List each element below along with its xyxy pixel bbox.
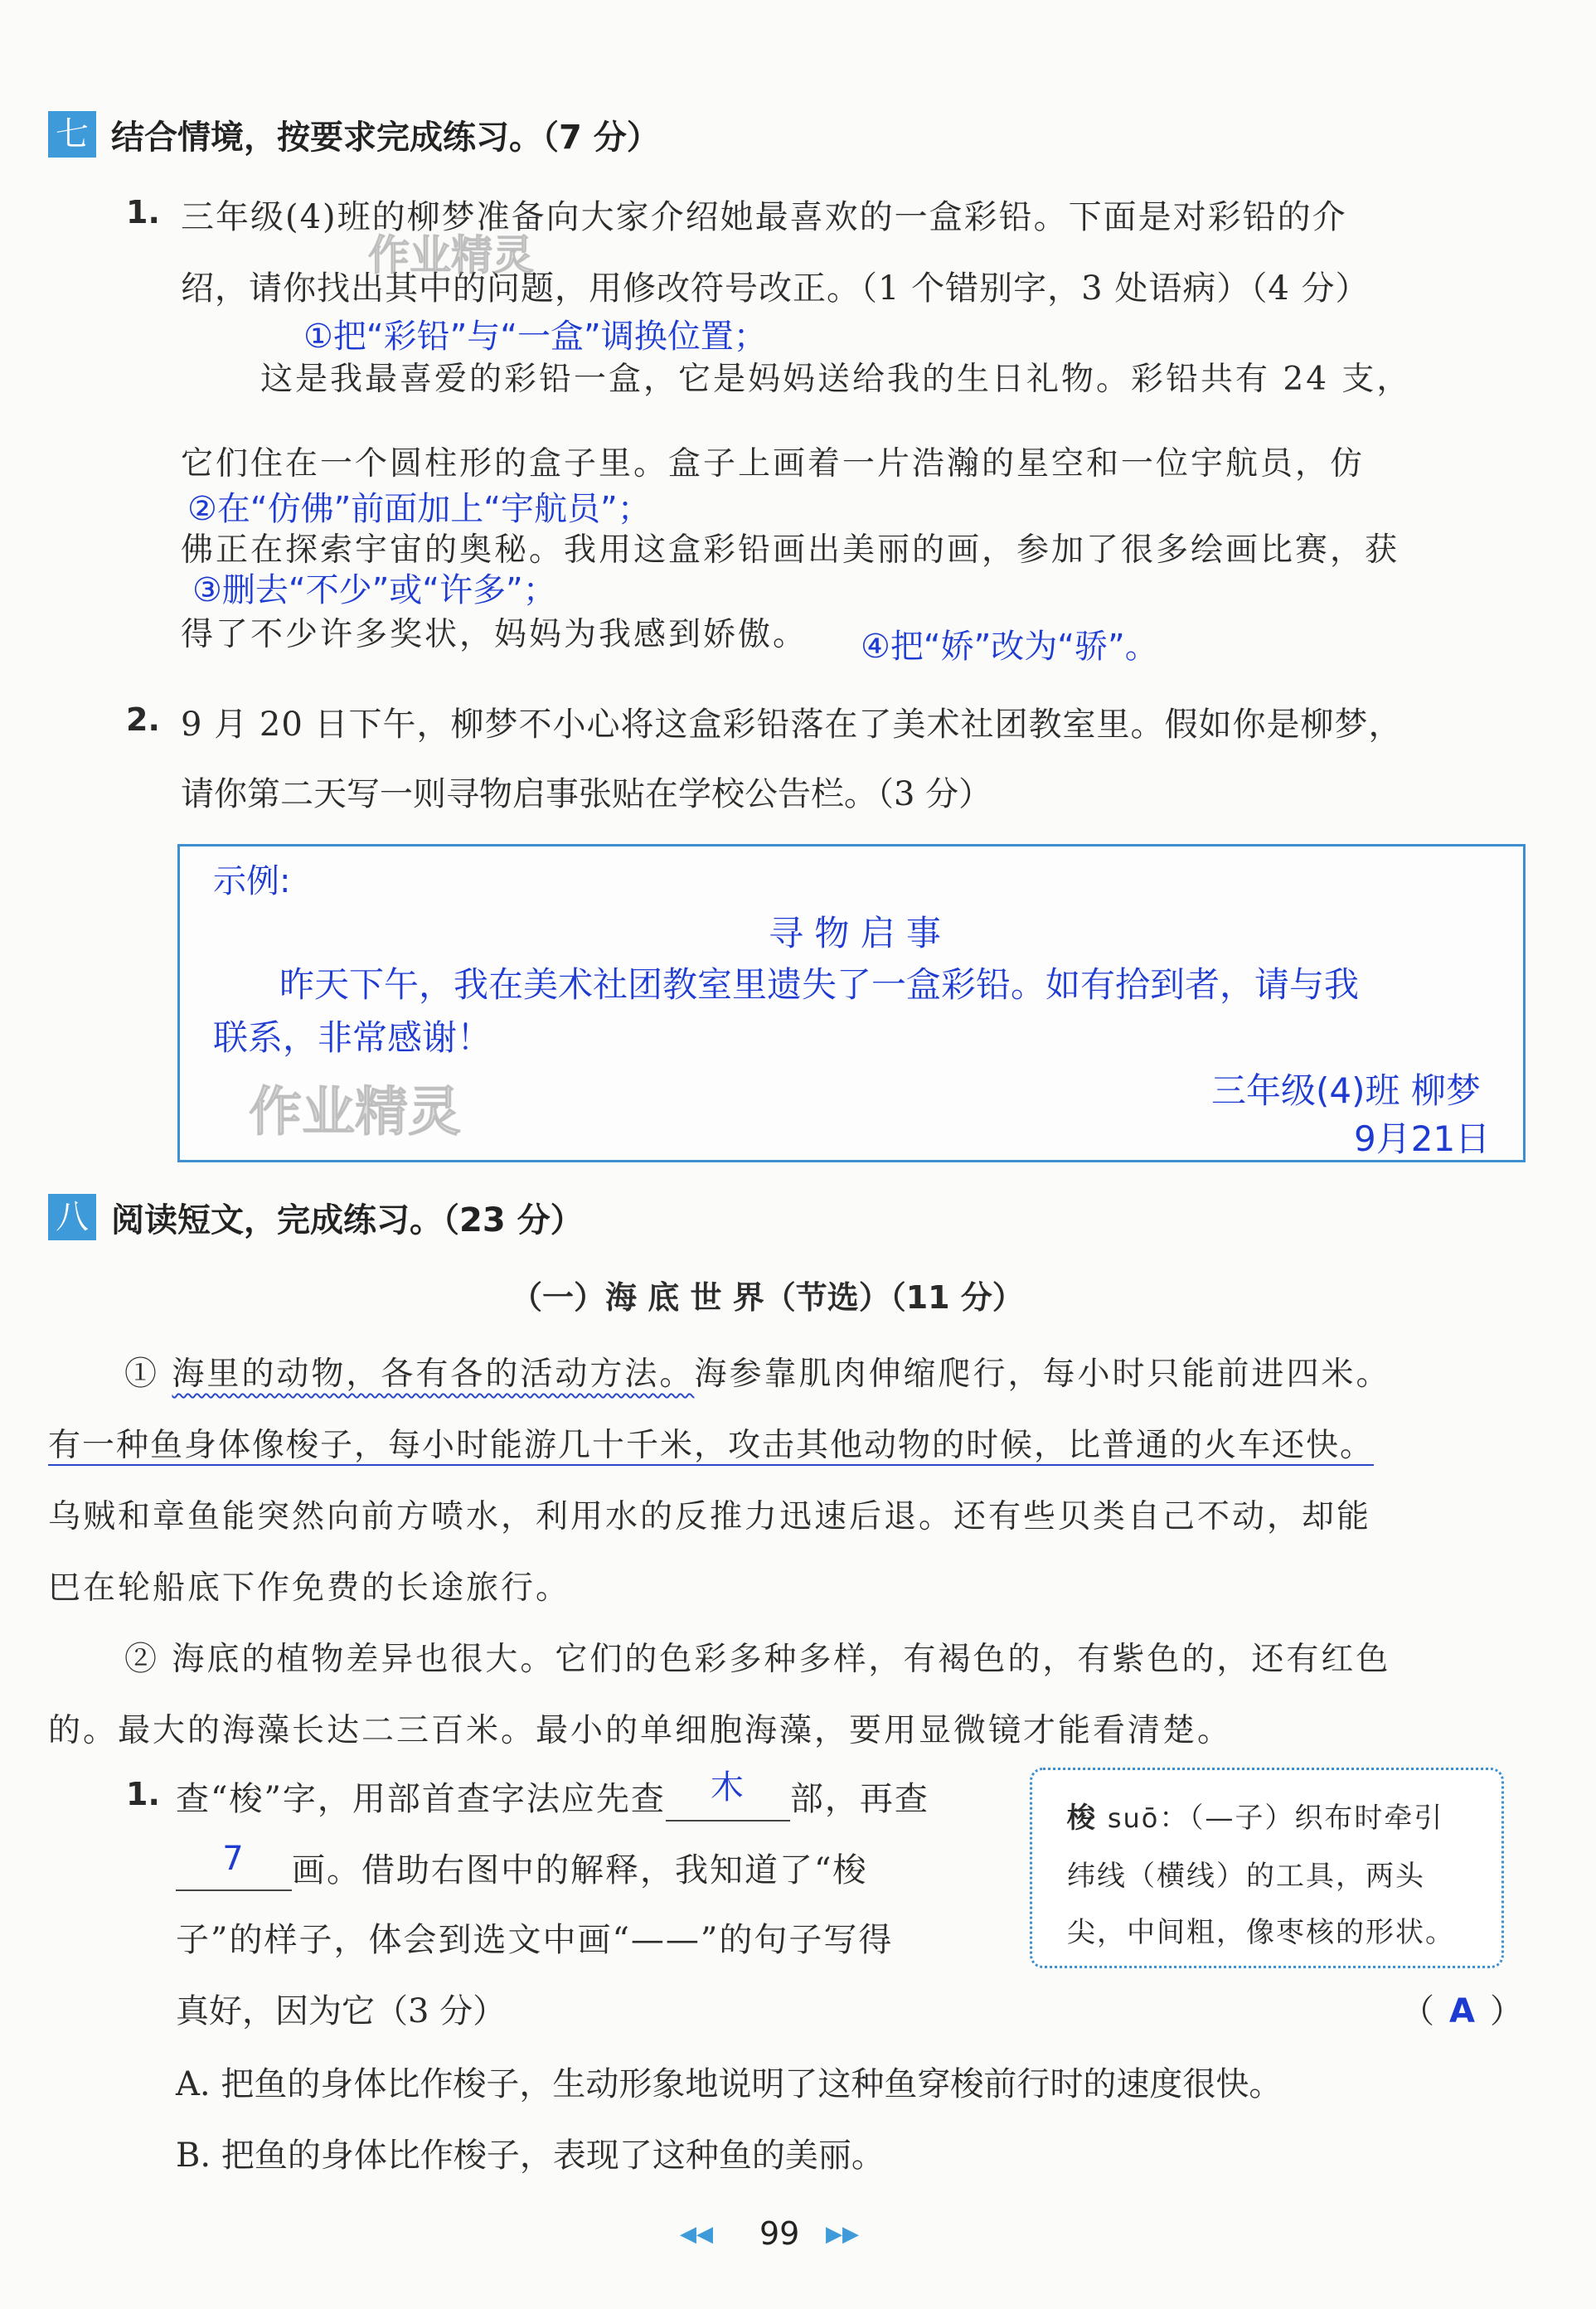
definition-line: 纬线（横线）的工具，两头 xyxy=(1067,1860,1425,1893)
notice-body: 联系，非常感谢！ xyxy=(213,1017,492,1058)
question-number: 1. xyxy=(126,194,160,230)
passage-line: 巴在轮船底下作免费的长途旅行。 xyxy=(48,1569,571,1607)
question-text: 绍，请你找出其中的问题，用修改符号改正。（1 个错别字，3 处语病）（4 分） xyxy=(181,269,1370,308)
passage-line: ② 海底的植物差异也很大。它们的色彩多种多样，有褐色的，有紫色的，还有红色 xyxy=(124,1641,1391,1678)
choice-option-b: B. 把鱼的身体比作梭子，表现了这种鱼的美丽。 xyxy=(176,2137,885,2175)
question-text: 子”的样子，体会到选文中画“——”的句子写得 xyxy=(176,1921,894,1959)
definition-line: 尖，中间粗，像枣核的形状。 xyxy=(1067,1916,1455,1949)
passage-text: 海参靠肌肉伸缩爬行，每小时只能前进四米。 xyxy=(694,1356,1391,1393)
blank-answer: 7 xyxy=(222,1840,245,1878)
passage-line: 佛正在探索宇宙的奥秘。我用这盒彩铅画出美丽的画，参加了很多绘画比赛，获 xyxy=(181,531,1400,569)
passage-line: 的。最大的海藻长达二三百米。最小的单细胞海藻，要用显微镜才能看清楚。 xyxy=(48,1712,1233,1749)
handwritten-answer: ③删去“不少”或“许多”； xyxy=(192,571,556,609)
notice-body: 昨天下午，我在美术社团教室里遗失了一盒彩铅。如有拾到者，请与我 xyxy=(279,964,1360,1005)
blank-answer: 木 xyxy=(710,1768,745,1807)
prev-page-icon[interactable]: ◀◀ xyxy=(680,2222,713,2247)
definition-pinyin: suō xyxy=(1107,1802,1160,1834)
handwritten-answer: ②在“仿佛”前面加上“宇航员”； xyxy=(187,490,651,528)
notice-date: 9月21日 xyxy=(1354,1118,1491,1159)
choice-option-a: A. 把鱼的身体比作梭子，生动形象地说明了这种鱼穿梭前行时的速度很快。 xyxy=(176,2065,1283,2103)
passage-line: 它们住在一个圆柱形的盒子里。盒子上画着一片浩瀚的星空和一位宇航员，仿 xyxy=(181,445,1366,483)
choice-answer: A xyxy=(1449,1992,1475,2030)
question-text: 7 画。借助右图中的解释，我知道了“梭 xyxy=(176,1844,867,1891)
definition-line: 梭 suō：（—子）织布时牵引 xyxy=(1067,1802,1444,1835)
question-text: 查“梭”字，用部首查字法应先查 木 部，再查 xyxy=(176,1773,929,1821)
answer-label: 示例: xyxy=(213,862,291,900)
passage-line: 得了不少许多奖状，妈妈为我感到娇傲。 xyxy=(181,616,808,653)
notice-heading: 寻 物 启 事 xyxy=(769,913,942,953)
answer-parentheses: （ A ） xyxy=(1401,1992,1523,2030)
next-page-icon[interactable]: ▶▶ xyxy=(826,2222,859,2247)
answer-blank xyxy=(666,1768,790,1821)
handwritten-answer: ④把“娇”改为“骄”。 xyxy=(861,628,1158,666)
section-title-7: 结合情境，按要求完成练习。（7 分） xyxy=(111,119,660,157)
passage-line: 这是我最喜爱的彩铅一盒，它是妈妈送给我的生日礼物。彩铅共有 24 支， xyxy=(260,361,1412,398)
underlined-sentence: 有一种鱼身体像梭子，每小时能游几十千米，攻击其他动物的时候，比普通的火车还快。 xyxy=(48,1427,1375,1464)
notice-signature: 三年级(4)班 柳梦 xyxy=(1211,1070,1481,1111)
question-text: 三年级(4)班的柳梦准备向大家介绍她最喜欢的一盒彩铅。下面是对彩铅的介 xyxy=(181,198,1347,236)
passage-line xyxy=(124,1348,1390,1395)
passage-title: （一）海 底 世 界（节选）（11 分） xyxy=(511,1279,1024,1316)
answer-blank xyxy=(176,1840,292,1891)
page-number: 99 xyxy=(759,2215,800,2252)
wavy-underlined-text: 海里的动物，各有各的活动方法。 xyxy=(172,1356,695,1393)
watermark: 作业精灵 xyxy=(368,231,534,279)
definition-char: 梭 xyxy=(1067,1802,1097,1835)
passage-line: 乌贼和章鱼能突然向前方喷水，利用水的反推力迅速后退。还有些贝类自己不动，却能 xyxy=(48,1498,1372,1535)
question-text: 9 月 20 日下午，柳梦不小心将这盒彩铅落在了美术社团教室里。假如你是柳梦， xyxy=(181,706,1403,744)
paragraph-marker: ① xyxy=(124,1356,160,1393)
question-text: 真好，因为它（3 分） xyxy=(176,1992,507,2030)
section-badge-8: 八 xyxy=(48,1194,96,1240)
passage-line xyxy=(48,1419,1374,1466)
question-number: 2. xyxy=(126,701,160,738)
question-text: 请你第二天写一则寻物启事张贴在学校公告栏。（3 分） xyxy=(181,775,992,813)
handwritten-answer: ①把“彩铅”与“一盒”调换位置； xyxy=(303,318,767,356)
section-badge-7: 七 xyxy=(48,111,96,158)
question-number: 1. xyxy=(126,1776,160,1812)
definition-box xyxy=(1030,1768,1504,1968)
section-title-8: 阅读短文，完成练习。（23 分） xyxy=(111,1201,584,1239)
watermark: 作业精灵 xyxy=(249,1082,461,1143)
